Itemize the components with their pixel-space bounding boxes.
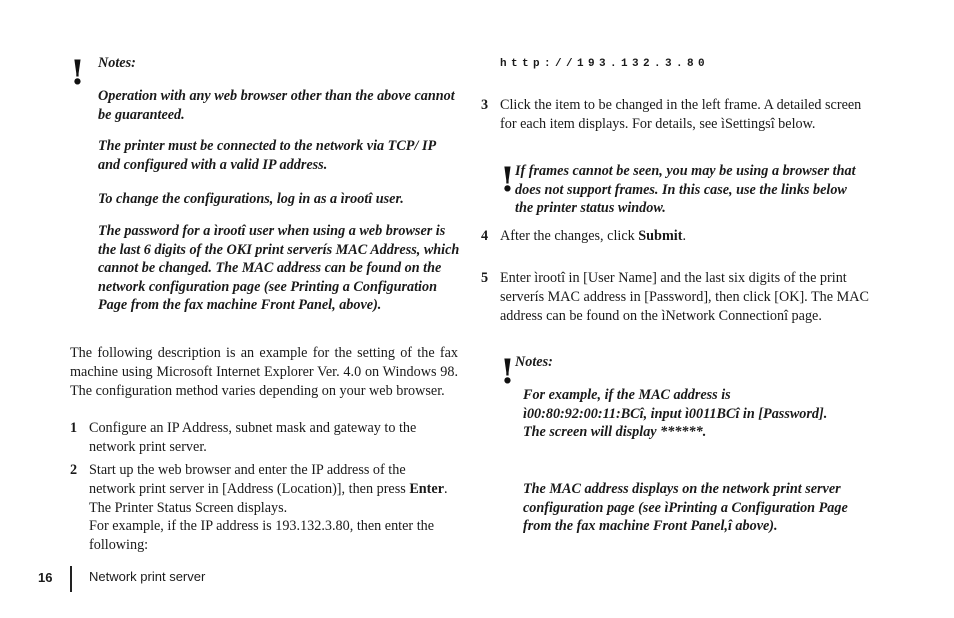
step-4-number: 4 — [481, 228, 489, 244]
notes-label-right: Notes: — [515, 354, 553, 370]
section-title: Network print server — [89, 569, 206, 584]
step-5-number: 5 — [481, 270, 489, 286]
step-2-text-b: . The Printer Status Screen displays. — [89, 480, 448, 516]
page-number: 16 — [38, 570, 53, 585]
step-3-number: 3 — [481, 97, 489, 113]
warning-exclamation-icon: ! — [500, 160, 515, 200]
step-2-number: 2 — [70, 462, 78, 478]
warning-exclamation-icon: ! — [70, 53, 85, 93]
step-2-example: For example, if the IP address is 193.132.3.80, then enter the following: — [89, 518, 435, 553]
notes-label-left: Notes: — [98, 55, 136, 71]
step-2-text-a: Start up the web browser and enter the IP address of the network print server in [Address (Location)], then press — [89, 462, 410, 497]
note-root-password: The password for a ìrootî user when using a web browser is the last 6 digits of the OKI print serverís MAC Address, which cannot be changed. The MAC address can be found on the network configuration page (see Printing a Configuration Page from the fax machine Front Panel, above). — [98, 223, 460, 314]
note-mac-config-page: The MAC address displays on the network print server configuration page (see ìPrinting a Configuration Page from the fax machine Front Panel,î above). — [523, 481, 848, 535]
note-browser-guarantee: Operation with any web browser other than the above cannot be guaranteed. — [98, 88, 455, 123]
warning-exclamation-icon: ! — [500, 352, 515, 392]
step-3-text: Click the item to be changed in the left frame. A detailed screen for each item displays. For details, see ìSettingsî below. — [500, 97, 862, 132]
note-tcpip: The printer must be connected to the network via TCP/ IP and configured with a valid IP address. — [98, 138, 436, 173]
step-4-text — [500, 227, 860, 246]
step-5-text: Enter ìrootî in [User Name] and the last six digits of the print serverís MAC address in [Password], then click [OK]. The MAC address can be found on the ìNetwork Connectionî page. — [500, 270, 869, 324]
step-1-text: Configure an IP Address, subnet mask and gateway to the network print server. — [89, 420, 417, 455]
note-mac-example: For example, if the MAC address is ì00:80:92:00:11:BCî, input ì0011BCî in [Password]. The screen will display ******. — [523, 387, 828, 441]
note-frames: If frames cannot be seen, you may be using a browser that does not support frames. In this case, use the links below the printer status window. — [515, 163, 856, 217]
step-4-text-b: . — [682, 228, 686, 244]
step-4-text-a: After the changes, click — [500, 228, 639, 244]
example-url: http://193.132.3.80 — [500, 58, 710, 70]
step-2-text — [89, 461, 453, 517]
step-1-number: 1 — [70, 420, 78, 436]
footer-divider — [70, 566, 72, 592]
note-root-login: To change the configurations, log in as a ìrootî user. — [98, 191, 404, 207]
enter-key-label: Enter — [409, 480, 444, 497]
intro-paragraph: The following description is an example for the setting of the fax machine using Microsoft Internet Explorer Ver. 4.0 on Windows 98. The configuration method varies depending on your web browser. — [70, 345, 458, 399]
submit-label: Submit — [638, 228, 683, 244]
